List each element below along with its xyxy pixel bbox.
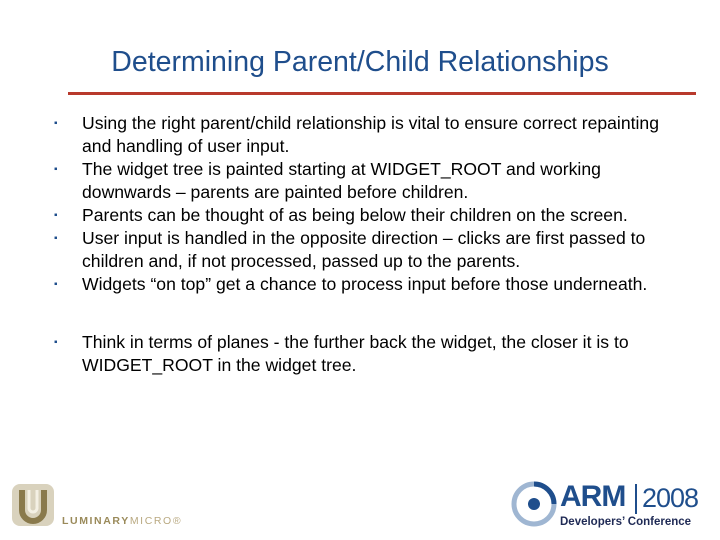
bullet-item [52, 273, 692, 296]
bullet-text: Using the right parent/child relationship is vital to ensure correct repainting and handling of user input. [82, 113, 659, 156]
arm-logo-separator [635, 484, 637, 514]
bullet-marker-icon: ▪ [54, 118, 58, 129]
bullet-text: Parents can be thought of as being below their children on the screen. [82, 205, 628, 225]
arm-swirl-icon [510, 480, 558, 528]
micro-wordmark-text: MICRO® [129, 515, 183, 527]
bullet-text: The widget tree is painted starting at WIDGET_ROOT and working downwards – parents are painted before children. [82, 159, 601, 202]
arm-wordmark: ARM [560, 480, 626, 513]
arm-devcon-logo [510, 478, 710, 534]
luminary-wordmark-text: LUMINARY [62, 515, 130, 527]
luminary-micro-wordmark [62, 515, 182, 527]
title-divider [68, 92, 696, 95]
bullet-marker-icon: ▪ [54, 233, 58, 244]
slide-title: Determining Parent/Child Relationships [111, 46, 609, 78]
arm-logo-subtitle: Developers’ Conference [560, 516, 692, 528]
bullet-marker-icon: ▪ [54, 279, 58, 290]
arm-logo-year: 2008 [642, 483, 699, 513]
bullet-text: Think in terms of planes - the further back the widget, the closer it is to WIDGET_ROOT in the widget tree. [82, 332, 629, 375]
bullet-item [52, 158, 692, 204]
bullet-text: User input is handled in the opposite direction – clicks are first passed to children and, if not processed, passed up to the parents. [82, 228, 646, 271]
bullet-text: Widgets “on top” get a chance to process input before those underneath. [82, 274, 648, 294]
bullet-marker-icon: ▪ [54, 210, 58, 221]
bullet-list [52, 112, 692, 377]
bullet-item [52, 112, 692, 158]
bullet-item [52, 204, 692, 227]
luminary-micro-logo-icon [10, 482, 56, 528]
bullet-item [52, 331, 692, 377]
bullet-marker-icon: ▪ [54, 164, 58, 175]
bullet-item [52, 227, 692, 273]
bullet-marker-icon: ▪ [54, 337, 58, 348]
